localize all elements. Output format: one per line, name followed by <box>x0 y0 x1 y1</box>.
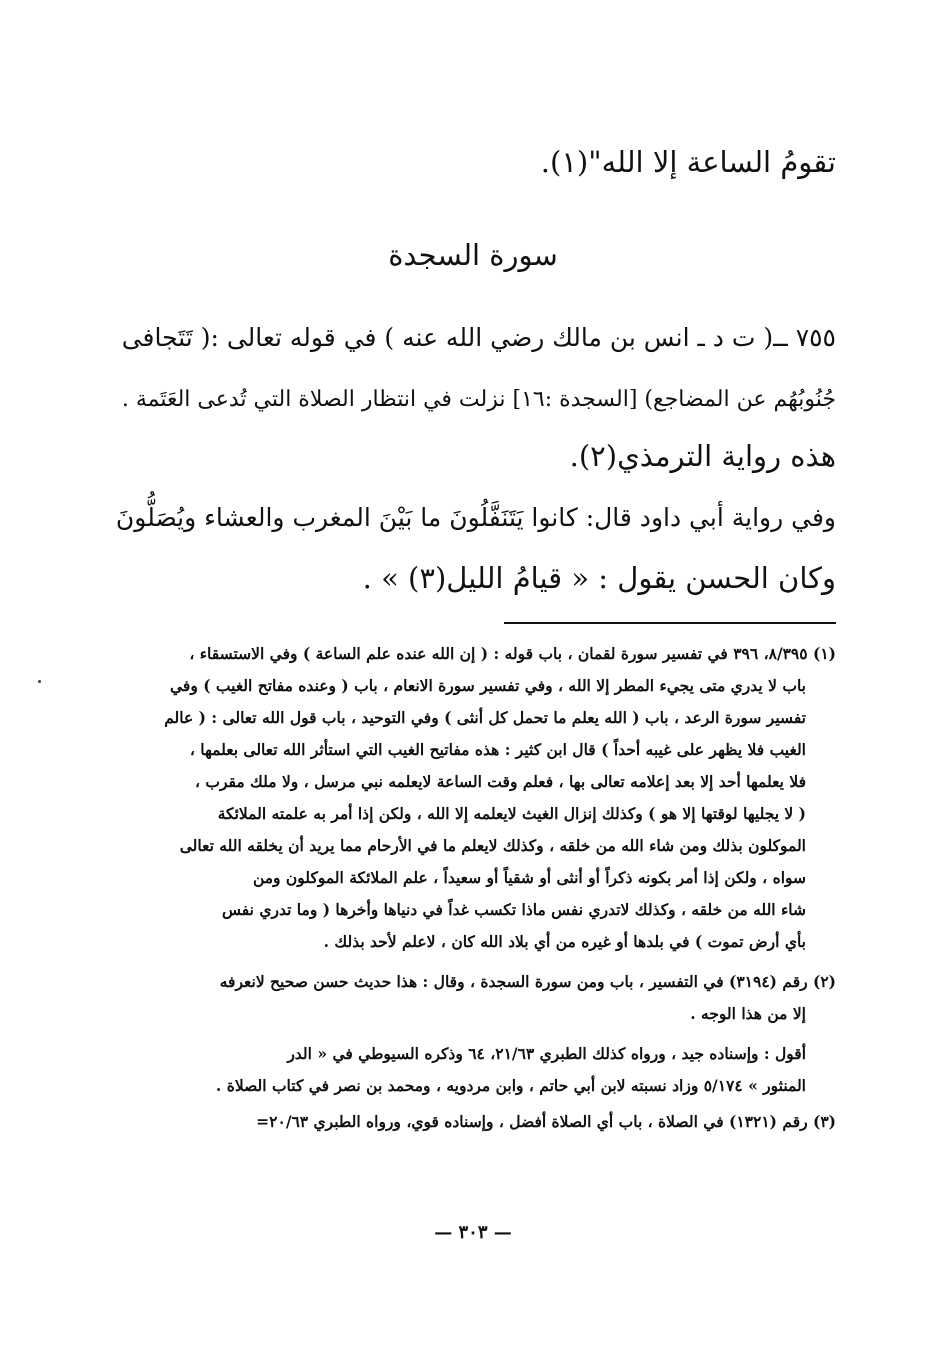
footnote-line: (١) ٨/٣٩٥، ٣٩٦ في تفسير سورة لقمان ، باب قوله : ( إن الله عنده علم الساعة ) وفي الاستسقاء ، <box>189 644 836 663</box>
footnote-line: باب لا يدري متى يجيء المطر إلا الله ، وفي تفسير سورة الانعام ، باب ( وعنده مفاتح الغيب ) وفي <box>169 676 806 695</box>
footnote-line: أقول : وإسناده جيد ، ورواه كذلك الطبري ٢١/٦٣، ٦٤ وذكره السيوطي في « الدر <box>287 1044 806 1063</box>
footnote-line: (٣) رقم (١٣٢١) في الصلاة ، باب أي الصلاة أفضل ، وإسناده قوي، ورواه الطبري ٢٠/٦٣= <box>256 1112 836 1131</box>
footnote-line: الموكلون بذلك ومن شاء الله من خلقه ، وكذلك لايعلم ما في الأرحام مما يريد أن يخلقه الله تعالى <box>179 836 806 855</box>
footnote-line: بأي أرض تموت ) في بلدها أو غيره من أي بلاد الله كان ، لاعلم لأحد بذلك . <box>323 932 806 951</box>
scan-speck <box>38 680 41 683</box>
hadith-line-4: وفي رواية أبي داود قال: كانوا يَتَنَفَّلُونَ ما بَيْنَ المغرب والعشاء ويُصَلُّونَ <box>115 503 836 532</box>
footnote-line: (٢) رقم (٣١٩٤) في التفسير ، باب ومن سورة السجدة ، وقال : هذا حديث حسن صحيح لانعرفه <box>219 972 836 991</box>
surah-title: سورة السجدة <box>388 238 558 272</box>
hadith-line-3: هذه رواية الترمذي(٢). <box>569 439 836 473</box>
footnote-line: ( لا يجليها لوقتها إلا هو ) وكذلك إنزال الغيث لايعلمه إلا الله ، ولكن إذا أمر به علمته الملائكة <box>217 804 806 823</box>
footnote-line: تفسير سورة الرعد ، باب ( الله يعلم ما تحمل كل أنثى ) وفي التوحيد ، باب قول الله تعالى : ( عالم <box>164 708 806 727</box>
footnote-line: المنثور » ٥/١٧٤ وزاد نسبته لابن أبي حاتم ، وابن مردويه ، ومحمد بن نصر في كتاب الصلاة . <box>215 1076 806 1095</box>
top-line: تقومُ الساعة إلا الله"(١). <box>540 145 836 179</box>
hadith-line-1: ٧٥٥ ــ( ت د ـ انس بن مالك رضي الله عنه ) في قوله تعالى :( تَتَجافى <box>121 323 836 352</box>
footnote-separator <box>504 622 836 624</box>
footnote-line: إلا من هذا الوجه . <box>690 1004 806 1023</box>
page-number: — ٣٠٣ — <box>434 1222 512 1243</box>
footnote-line: فلا يعلمها أحد إلا بعد إعلامه تعالى بها ، فعلم وقت الساعة لايعلمه نبي مرسل ، ولا ملك مقرب ، <box>194 772 806 791</box>
hadith-line-5: وكان الحسن يقول : « قيامُ الليل(٣) » . <box>362 561 836 595</box>
hadith-line-2: جُنُوبُهُم عن المضاجع) [السجدة :١٦] نزلت في انتظار الصلاة التي تُدعى العَتَمة . <box>121 387 836 412</box>
footnote-line: شاء الله من خلقه ، وكذلك لاتدري نفس ماذا تكسب غداً في دنياها وأخرها ( وما تدري نفس <box>222 900 806 919</box>
footnote-line: الغيب فلا يظهر على غيبه أحداً ) قال ابن كثير : هذه مفاتيح الغيب التي استأثر الله تعالى بعلمها ، <box>189 740 806 759</box>
footnote-line: سواه ، ولكن إذا أمر بكونه ذكراً أو أنثى أو شقياً أو سعيداً ، علم الملائكة الموكلون ومن <box>252 868 806 887</box>
